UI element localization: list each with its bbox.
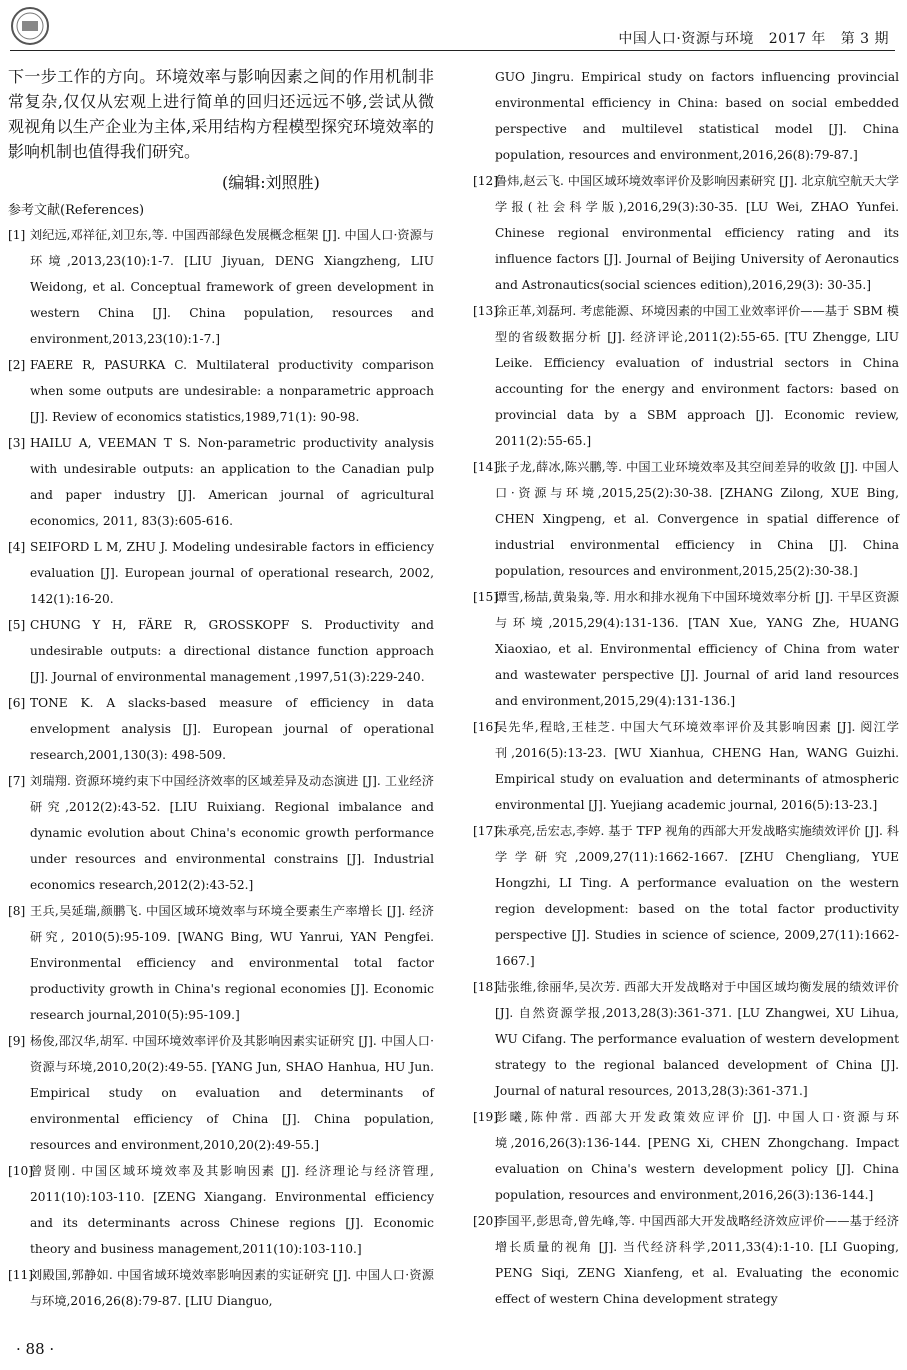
- reference-item: [473, 454, 899, 584]
- journal-info: [618, 28, 889, 48]
- reference-number: [16]: [473, 720, 499, 734]
- reference-item: [8, 690, 434, 768]
- references-list-right: [473, 168, 899, 1312]
- reference-text: 刘纪远,邓祥征,刘卫东,等. 中国西部绿色发展概念框架 [J]. 中国人口·资源与环境,2013,23(10):1-7. [LIU Jiyuan, DENG Xiangzheng, LIU Weidong, et al. Conceptual framework of green development in western China [J]. China population, resources and environment,2013,23(10):1-7.]: [30, 228, 434, 346]
- reference-item: [473, 584, 899, 714]
- journal-issue: 第 3 期: [840, 31, 889, 47]
- left-column: [8, 64, 434, 1314]
- reference-item: [473, 974, 899, 1104]
- reference-item: [473, 818, 899, 974]
- journal-seal-icon: [10, 6, 50, 46]
- reference-number: [2]: [8, 358, 26, 372]
- reference-number: [19]: [473, 1110, 499, 1124]
- reference-text: 朱承亮,岳宏志,李婷. 基于 TFP 视角的西部大开发战略实施绩效评价 [J]. 科学学研究,2009,27(11):1662-1667. [ZHU Chengliang, YUE Hongzhi, LI Ting. A performance evaluation on the western region development: based on the total factor productivity perspective [J]. Studies in science of science, 2009,27(11):1662-1667.]: [495, 824, 899, 968]
- reference-text: 曾贤刚. 中国区域环境效率及其影响因素 [J]. 经济理论与经济管理, 2011(10):103-110. [ZENG Xiangang. Environmental efficiency and its determinants across Chinese regions [J]. Economic theory and business management,2011(10):103-110.]: [30, 1164, 434, 1256]
- intro-paragraph: 下一步工作的方向。环境效率与影响因素之间的作用机制非常复杂,仅仅从宏观上进行简单的回归还远远不够,尝试从微观视角以生产企业为主体,采用结构方程模型探究环境效率的影响机制也值得我们研究。: [8, 67, 434, 161]
- reference-number: [10]: [8, 1164, 34, 1178]
- reference-text: 杨俊,邵汉华,胡军. 中国环境效率评价及其影响因素实证研究 [J]. 中国人口·资源与环境,2010,20(2):49-55. [YANG Jun, SHAO Hanhua, HU Jun. Empirical study on evaluation and determinants of environmental efficiency of China [J]. China population, resources and environment,2010,20(2):49-55.]: [30, 1034, 434, 1152]
- reference-text: 吴先华,程晗,王桂芝. 中国大气环境效率评价及其影响因素 [J]. 阅江学刊,2016(5):13-23. [WU Xianhua, CHENG Han, WANG Guizhi. Empirical study on evaluation and determinants of atmospheric environmental [J]. Yuejiang academic journal, 2016(5):13-23.]: [495, 720, 899, 812]
- reference-item: [8, 612, 434, 690]
- reference-text: 张子龙,薛冰,陈兴鹏,等. 中国工业环境效率及其空间差异的收敛 [J]. 中国人口·资源与环境,2015,25(2):30-38. [ZHANG Zilong, XUE Bing, CHEN Xingpeng, et al. Convergence in spatial difference of industrial environmental efficiency in China [J]. China population, resources and environment,2015,25(2):30-38.]: [495, 460, 899, 578]
- reference-11-continuation: GUO Jingru. Empirical study on factors influencing provincial environmental efficiency in China: based on social embedded perspective and multilevel statistical model [J]. China population, resources and environment,2016,26(8):79-87.]: [495, 70, 899, 162]
- reference-number: [14]: [473, 460, 499, 474]
- reference-number: [18]: [473, 980, 499, 994]
- reference-number: [3]: [8, 436, 26, 450]
- reference-number: [4]: [8, 540, 26, 554]
- reference-item: [473, 298, 899, 454]
- reference-text: 李国平,彭思奇,曾先峰,等. 中国西部大开发战略经济效应评价——基于经济增长质量的视角 [J]. 当代经济科学,2011,33(4):1-10. [LI Guoping, PENG Siqi, ZENG Xianfeng, et al. Evaluating the economic effect of western China development strategy: [495, 1214, 899, 1306]
- reference-text: 彭曦,陈仲常. 西部大开发政策效应评价 [J]. 中国人口·资源与环境,2016,26(3):136-144. [PENG Xi, CHEN Zhongchang. Impact evaluation on China's western development policy [J]. China population, resources and environment,2016,26(3):136-144.]: [495, 1110, 899, 1202]
- right-column: [473, 64, 899, 1312]
- reference-text: 鲁炜,赵云飞. 中国区域环境效率评价及影响因素研究 [J]. 北京航空航天大学学报(社会科学版),2016,29(3):30-35. [LU Wei, ZHAO Yunfei. Chinese regional environmental efficiency rating and its influence factors [J]. Journal of Beijing University of Aeronautics and Astronautics(social sciences edition),2016,29(3): 30-35.]: [495, 174, 899, 292]
- reference-text: 涂正革,刘磊珂. 考虑能源、环境因素的中国工业效率评价——基于 SBM 模型的省级数据分析 [J]. 经济评论,2011(2):55-65. [TU Zhengge, LIU Leike. Efficiency evaluation of industrial sectors in China accounting for the energy and environment factors: based on provincial data by a SBM approach [J]. Economic review, 2011(2):55-65.]: [495, 304, 899, 448]
- reference-item: [8, 1262, 434, 1314]
- reference-item: [8, 1028, 434, 1158]
- references-title: 参考文献(References): [8, 203, 145, 218]
- reference-number: [11]: [8, 1268, 34, 1282]
- page-header: [10, 6, 895, 50]
- reference-text: CHUNG Y H, FÄRE R, GROSSKOPF S. Productivity and undesirable outputs: a directional distance function approach [J]. Journal of environmental management ,1997,51(3):229-240.: [30, 618, 434, 684]
- journal-year: 2017 年: [768, 31, 826, 47]
- reference-item: [473, 714, 899, 818]
- reference-text: 刘瑞翔. 资源环境约束下中国经济效率的区域差异及动态演进 [J]. 工业经济研究,2012(2):43-52. [LIU Ruixiang. Regional imbalance and dynamic evolution about China's economic growth performance under resources and environmental constrains [J]. Industrial economics research,2012(2):43-52.]: [30, 774, 434, 892]
- reference-text: 刘殿国,郭静如. 中国省域环境效率影响因素的实证研究 [J]. 中国人口·资源与环境,2016,26(8):79-87. [LIU Dianguo,: [30, 1268, 434, 1308]
- reference-item: [473, 168, 899, 298]
- reference-text: HAILU A, VEEMAN T S. Non-parametric productivity analysis with undesirable outputs: an application to the Canadian pulp and paper industry [J]. American journal of agricultural economics, 2011, 83(3):605-616.: [30, 436, 434, 528]
- reference-item: [8, 898, 434, 1028]
- reference-item: [8, 222, 434, 352]
- reference-item: [8, 534, 434, 612]
- reference-text: TONE K. A slacks-based measure of efficiency in data envelopment analysis [J]. European journal of operational research,2001,130(3): 498-509.: [30, 696, 434, 762]
- header-rule: [10, 50, 895, 51]
- reference-number: [20]: [473, 1214, 499, 1228]
- reference-item: [8, 430, 434, 534]
- reference-number: [1]: [8, 228, 26, 242]
- reference-number: [6]: [8, 696, 26, 710]
- reference-number: [5]: [8, 618, 26, 632]
- reference-number: [8]: [8, 904, 26, 918]
- reference-item: [473, 1104, 899, 1208]
- reference-text: 谭雪,杨喆,黄枭枭,等. 用水和排水视角下中国环境效率分析 [J]. 干旱区资源与环境,2015,29(4):131-136. [TAN Xue, YANG Zhe, HUANG Xiaoxiao, et al. Environmental efficiency of China from water and wastewater perspective [J]. Journal of arid land resources and environment,2015,29(4):131-136.]: [495, 590, 899, 708]
- editor-note: (编辑:刘照胜): [222, 173, 320, 192]
- page-number: · 88 ·: [16, 1340, 55, 1358]
- reference-item: [8, 768, 434, 898]
- reference-number: [9]: [8, 1034, 26, 1048]
- reference-number: [7]: [8, 774, 26, 788]
- reference-item: [8, 1158, 434, 1262]
- reference-text: 陆张维,徐丽华,吴次芳. 西部大开发战略对于中国区域均衡发展的绩效评价 [J]. 自然资源学报,2013,28(3):361-371. [LU Zhangwei, XU Lihua, WU Cifang. The performance evaluation of western development strategy to the regional balanced development of China [J]. Journal of natural resources, 2013,28(3):361-371.]: [495, 980, 899, 1098]
- reference-number: [15]: [473, 590, 499, 604]
- reference-number: [17]: [473, 824, 499, 838]
- reference-text: FAERE R, PASURKA C. Multilateral productivity comparison when some outputs are undesirable: a nonparametric approach [J]. Review of economics statistics,1989,71(1): 90-98.: [30, 358, 434, 424]
- reference-number: [13]: [473, 304, 499, 318]
- journal-name: 中国人口·资源与环境: [618, 31, 754, 47]
- reference-text: 王兵,吴延瑞,颜鹏飞. 中国区域环境效率与环境全要素生产率增长 [J]. 经济研究, 2010(5):95-109. [WANG Bing, WU Yanrui, YAN Pengfei. Environmental efficiency and environmental total factor productivity growth in China's regional economies [J]. Economic research journal,2010(5):95-109.]: [30, 904, 434, 1022]
- reference-number: [12]: [473, 174, 499, 188]
- reference-item: [8, 352, 434, 430]
- reference-item: [473, 1208, 899, 1312]
- reference-text: SEIFORD L M, ZHU J. Modeling undesirable factors in efficiency evaluation [J]. European journal of operational research, 2002, 142(1):16-20.: [30, 540, 434, 606]
- references-list-left: [8, 222, 434, 1314]
